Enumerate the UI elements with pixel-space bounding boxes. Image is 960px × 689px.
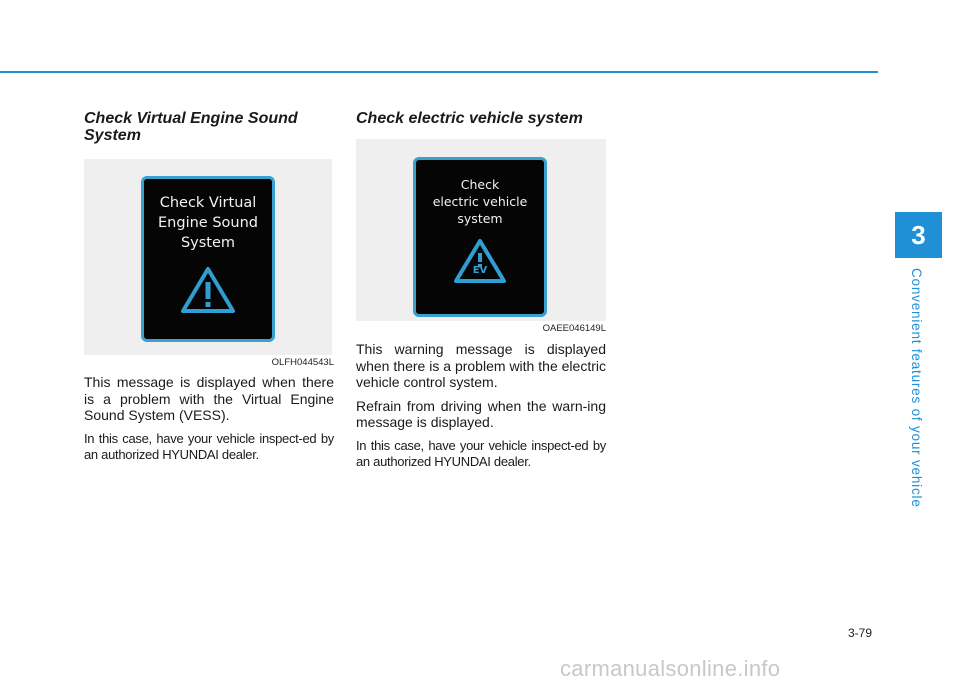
- paragraph: This warning message is displayed when there is a problem with the electric vehicle control system.: [356, 341, 606, 390]
- ev-label: EV: [472, 265, 488, 276]
- watermark: carmanualsonline.info: [560, 656, 781, 681]
- display-line: electric vehicle: [432, 194, 528, 209]
- display-line: System: [180, 235, 236, 251]
- display-line: Check Virtual: [159, 195, 257, 211]
- chapter-title: Convenient features of your vehicle: [909, 268, 924, 508]
- section-vess: [84, 110, 334, 463]
- section-heading-ev: Check electric vehicle system: [356, 110, 583, 127]
- figure-code: OLFH044543L: [271, 357, 334, 368]
- display-line: Engine Sound: [158, 215, 258, 231]
- paragraph: This message is displayed when there is a problem with the Virtual Engine Sound System (VESS).: [84, 374, 334, 423]
- warning-triangle-icon: [179, 265, 237, 315]
- cluster-display-vess: [141, 176, 275, 342]
- paragraph: In this case, have your vehicle inspect-ed by an authorized HYUNDAI dealer.: [84, 430, 334, 462]
- top-rule: [0, 71, 878, 73]
- section-heading-vess: Check Virtual Engine Sound System: [84, 110, 298, 144]
- figure-ev-system: [356, 139, 606, 321]
- section-ev-system: [356, 110, 606, 470]
- page-number: 3-79: [848, 626, 873, 640]
- chapter-number-tab: 3: [895, 212, 942, 258]
- display-line: Check: [460, 177, 500, 192]
- figure-vess: [84, 159, 332, 355]
- figure-code: OAEE046149L: [542, 323, 606, 334]
- paragraph: In this case, have your vehicle inspect-ed by an authorized HYUNDAI dealer.: [356, 437, 606, 469]
- paragraph: Refrain from driving when the warn-ing message is displayed.: [356, 397, 606, 430]
- ev-warning-icon: [452, 237, 508, 285]
- cluster-display-ev: [413, 157, 547, 317]
- display-line: system: [457, 211, 503, 226]
